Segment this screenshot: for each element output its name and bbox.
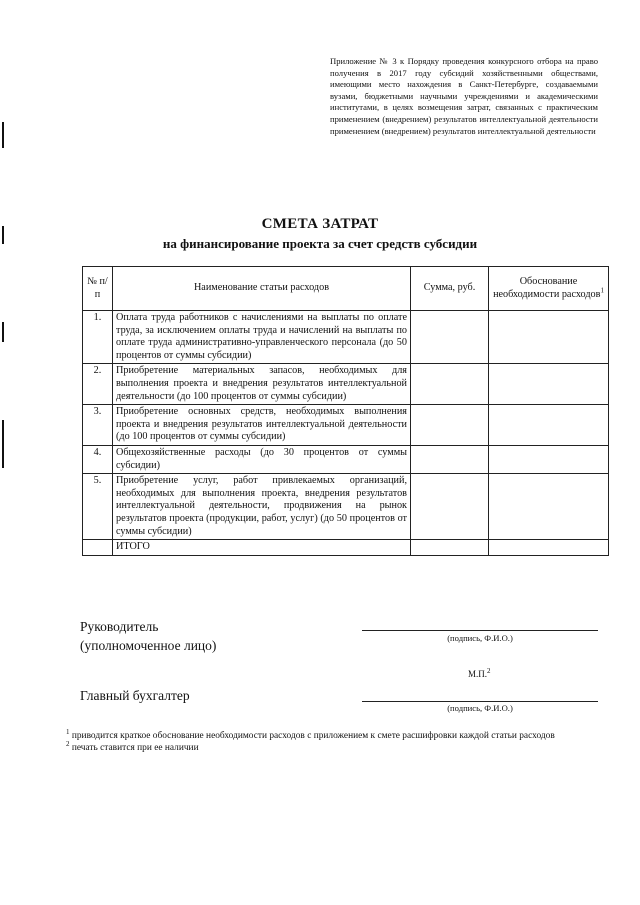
- row-name: Приобретение основных средств, необходимых выполнения проекта и внедрения результатов интеллектуальной деятельности (до 100 процентов от суммы субсидии): [113, 405, 411, 446]
- row-sum: [411, 445, 489, 473]
- document-subtitle: на финансирование проекта за счет средств субсидии: [162, 236, 478, 251]
- table-header-row: [83, 267, 609, 311]
- row-reason: [489, 405, 609, 446]
- footnote-text: печать ставится при ее наличии: [71, 743, 199, 754]
- footnote: [66, 742, 586, 754]
- row-num: 5.: [83, 474, 113, 540]
- table-row: [83, 311, 609, 364]
- head-signature-hint: (подпись, Ф.И.О.): [447, 633, 513, 643]
- footnote-mark: 2: [487, 667, 491, 675]
- row-reason: [489, 311, 609, 364]
- header-reason: [489, 267, 609, 311]
- row-num: 4.: [83, 445, 113, 473]
- scan-mark: [2, 322, 4, 342]
- footnote-text: приводится краткое обоснование необходимости расходов с приложением к смете расшифровки каждой статьи расходов: [71, 731, 555, 741]
- total-label: ИТОГО: [113, 540, 411, 556]
- scan-mark: [2, 122, 4, 148]
- document-title: СМЕТА ЗАТРАТ: [261, 216, 379, 232]
- accountant-signature-hint: (подпись, Ф.И.О.): [447, 703, 513, 713]
- accountant-label: Главный бухгалтер: [80, 688, 190, 703]
- footnote-mark: 1: [600, 286, 604, 295]
- stamp-place: [468, 669, 491, 679]
- row-reason: [489, 445, 609, 473]
- head-label-line2: (уполномоченное лицо): [80, 638, 217, 653]
- table-row: [83, 445, 609, 473]
- row-name: Приобретение услуг, работ привлекаемых организаций, необходимых для выполнения проекта, внедрения результатов интеллектуальной деятельности, продвижения на рынок результатов проекта (продукции, работ, услуг) (до 50 процентов от суммы субсидии): [113, 474, 411, 540]
- header-name: Наименование статьи расходов: [113, 267, 411, 311]
- total-reason: [489, 540, 609, 556]
- head-signature-line: [362, 630, 598, 631]
- table-row: [83, 474, 609, 540]
- table-row: [83, 364, 609, 405]
- table-total-row: [83, 540, 609, 556]
- row-name: Общехозяйственные расходы (до 30 процентов от суммы субсидии): [113, 445, 411, 473]
- row-reason: [489, 364, 609, 405]
- header-reason-text: Обоснование необходимости расходов: [493, 275, 601, 300]
- row-name: Оплата труда работников с начислениями на выплаты по оплате труда, за исключением оплаты труда и начислений на выплаты по оплате труда административно-управленческого персонала (до 50 процентов от суммы субсидии): [113, 311, 411, 364]
- footnote-mark: 2: [66, 740, 70, 749]
- total-num: [83, 540, 113, 556]
- footnotes: [66, 727, 586, 755]
- row-name: Приобретение материальных запасов, необходимых для выполнения проекта и внедрения результатов интеллектуальной деятельности (до 100 процентов от суммы субсидии): [113, 364, 411, 405]
- row-num: 2.: [83, 364, 113, 405]
- footnote-mark: 1: [66, 727, 70, 736]
- row-sum: [411, 405, 489, 446]
- header-num: № п/п: [83, 267, 113, 311]
- head-label: [80, 617, 216, 655]
- appendix-note: Приложение № 3 к Порядку проведения конкурсного отбора на право получения в 2017 году субсидий хозяйственными обществами, имеющими место нахождения в Санкт-Петербурге, создаваемыми вузами, бюджетными научными учреждениями и академическими институтами, в целях возмещения затрат, связанных с практическим применением (внедрением) результатов интеллектуальной деятельности применением (внедрением) результатов интеллектуальной деятельности: [330, 56, 598, 136]
- stamp-text: М.П.: [468, 669, 488, 679]
- table-row: [83, 405, 609, 446]
- row-reason: [489, 474, 609, 540]
- row-sum: [411, 311, 489, 364]
- scan-mark: [2, 420, 4, 468]
- accountant-signature-line: [362, 701, 598, 702]
- total-sum: [411, 540, 489, 556]
- footnote: [66, 727, 586, 742]
- row-num: 1.: [83, 311, 113, 364]
- header-sum: Сумма, руб.: [411, 267, 489, 311]
- row-sum: [411, 364, 489, 405]
- row-num: 3.: [83, 405, 113, 446]
- estimate-table: [82, 266, 609, 556]
- head-label-line1: Руководитель: [80, 619, 159, 634]
- row-sum: [411, 474, 489, 540]
